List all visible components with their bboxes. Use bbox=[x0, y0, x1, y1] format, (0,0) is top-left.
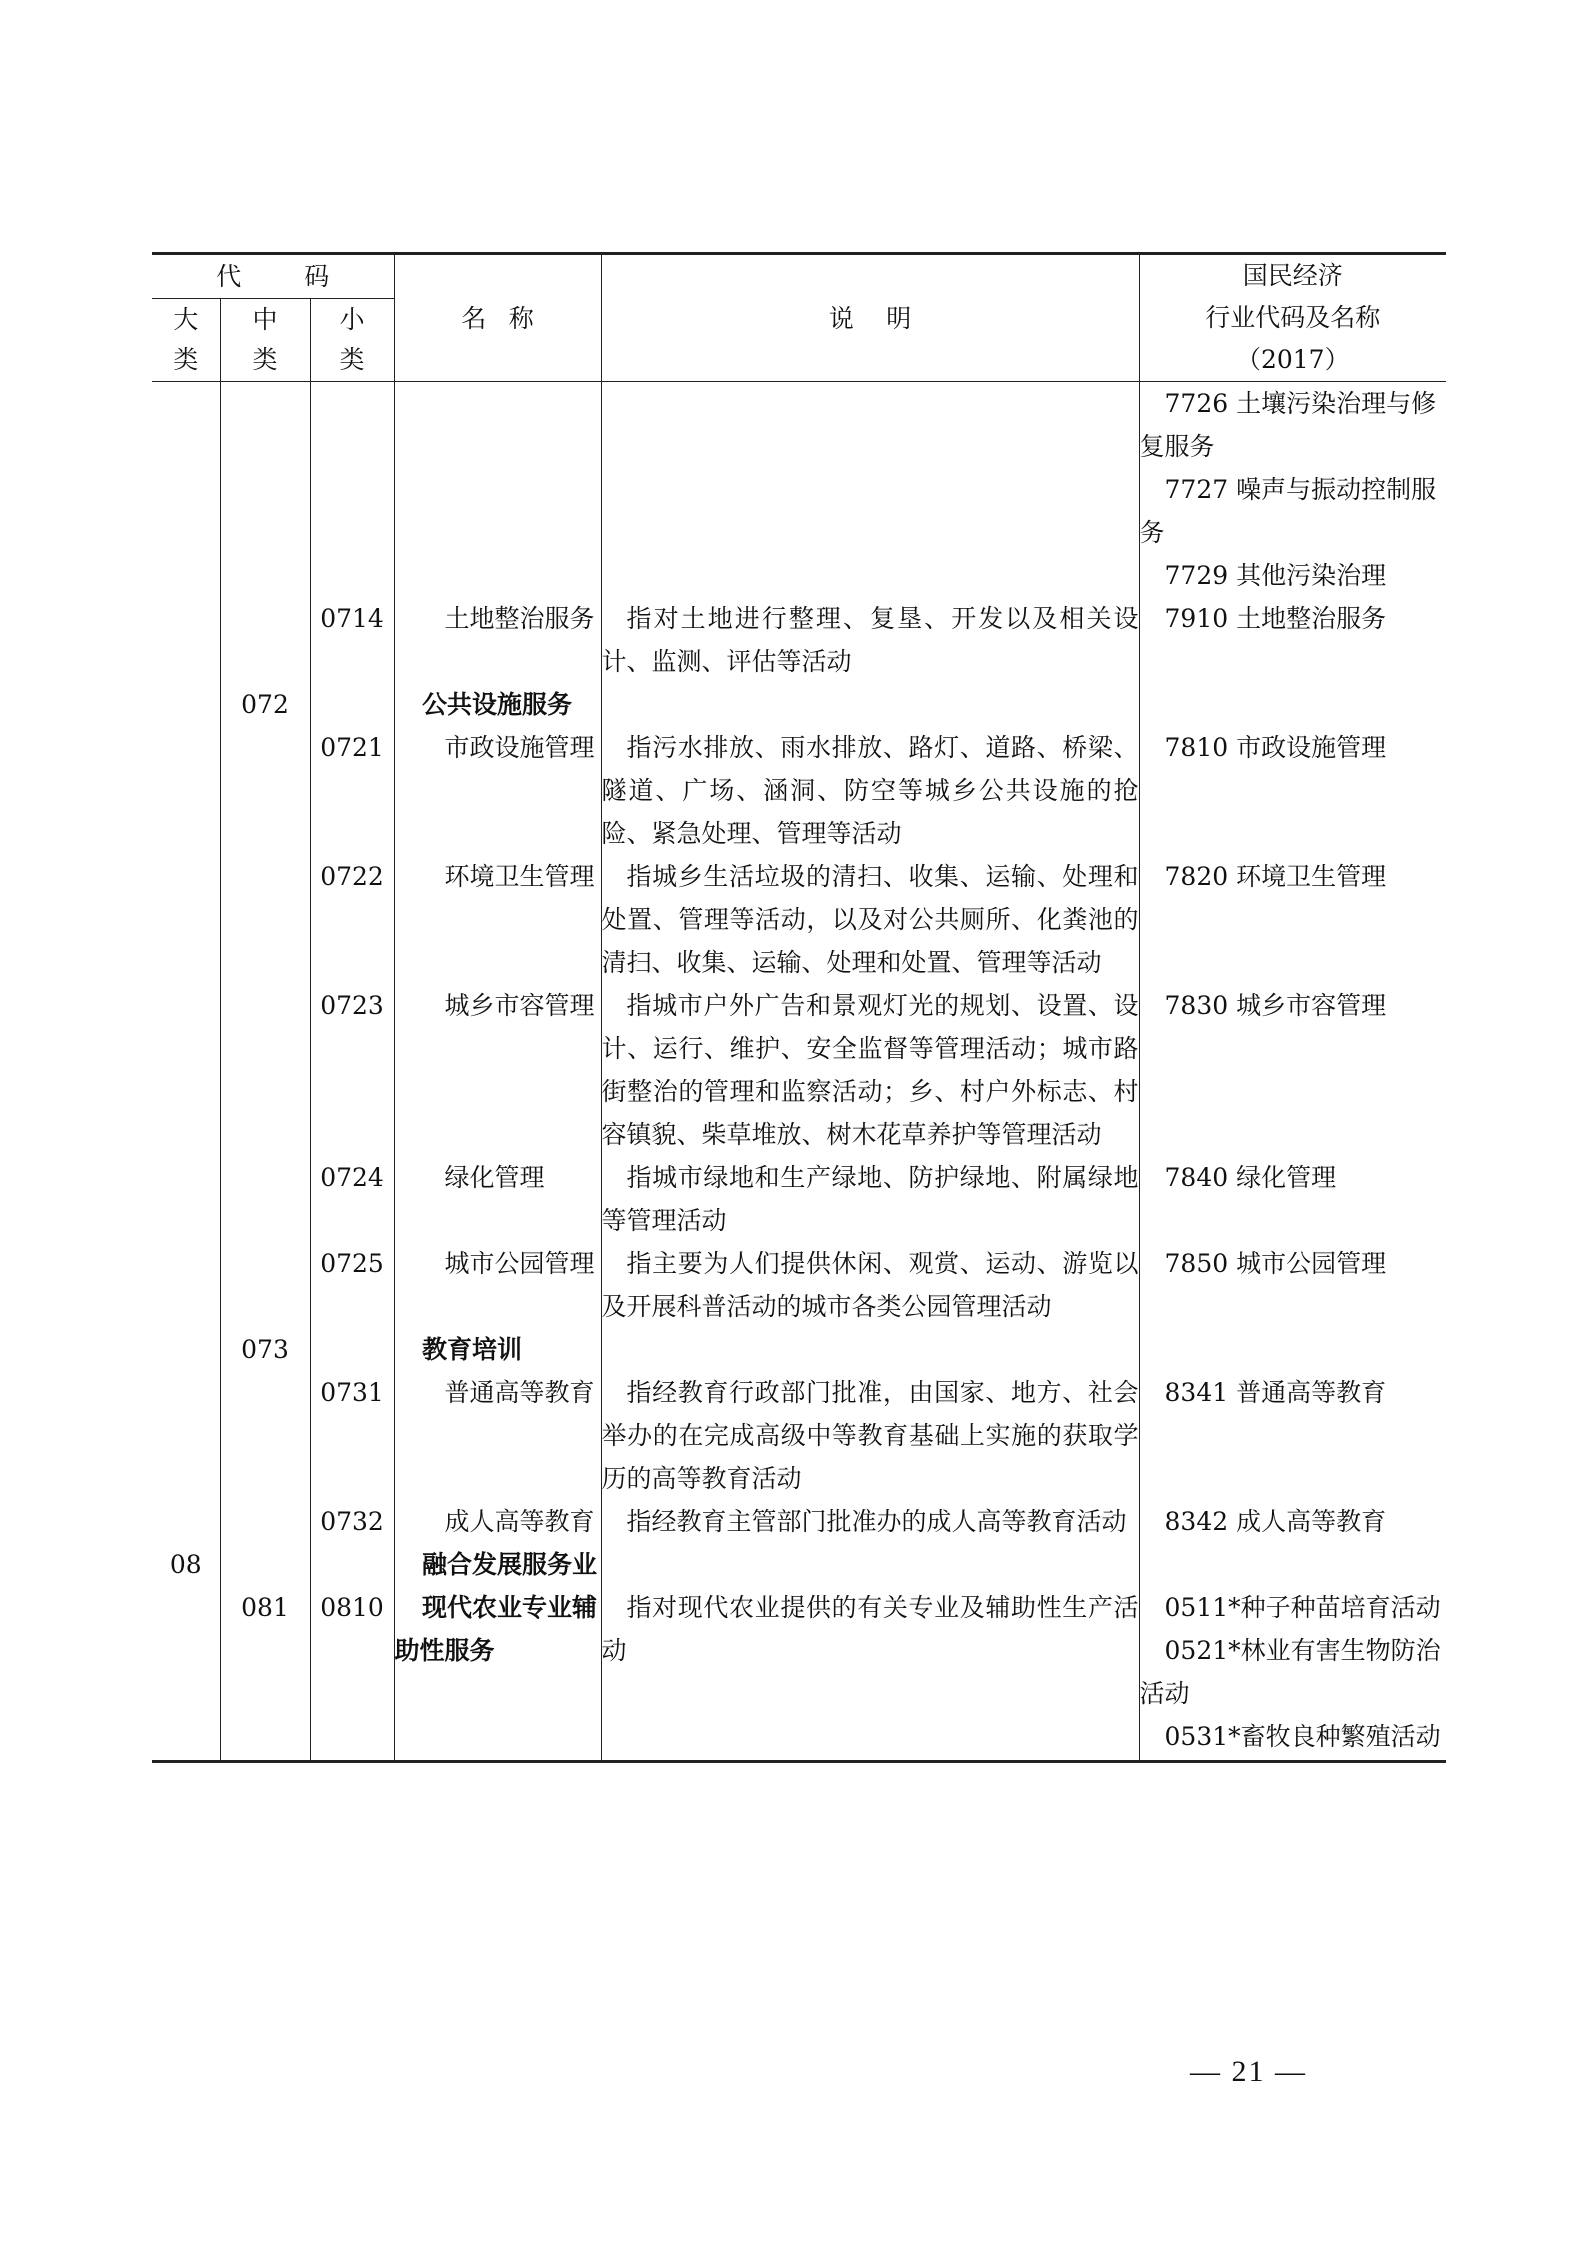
national-industry-code: 7729 其他污染治理 bbox=[1164, 561, 1387, 590]
category-description: 指对土地进行整理、复垦、开发以及相关设计、监测、评估等活动 bbox=[601, 604, 1139, 676]
table-row bbox=[152, 1156, 1446, 1242]
category-description: 指污水排放、雨水排放、路灯、道路、桥梁、隧道、广场、涵洞、防空等城乡公共设施的抢险、紧急处理、管理等活动 bbox=[601, 733, 1139, 848]
table-row bbox=[152, 597, 1446, 683]
category-description: 指对现代农业提供的有关专业及辅助性生产活动 bbox=[601, 1593, 1139, 1665]
category-name: 城乡市容管理 bbox=[444, 991, 595, 1020]
header-name-label: 名称 bbox=[461, 303, 557, 333]
category-description: 指城市户外广告和景观灯光的规划、设置、设计、运行、维护、安全监督等管理活动；城市路街整治的管理和监察活动；乡、村户外标志、村容镇貌、柴草堆放、树木花草养护等管理活动 bbox=[601, 991, 1139, 1149]
medium-code: 081 bbox=[241, 1593, 289, 1622]
major-code: 08 bbox=[169, 1550, 202, 1579]
table-row bbox=[152, 382, 1446, 598]
table-row bbox=[152, 1586, 1446, 1762]
table-row bbox=[152, 1371, 1446, 1500]
header-nat-line1: 国民经济 bbox=[1242, 261, 1343, 290]
national-industry-code: 7830 城乡市容管理 bbox=[1164, 991, 1387, 1020]
category-name: 城市公园管理 bbox=[444, 1249, 595, 1278]
category-name: 教育培训 bbox=[422, 1335, 523, 1364]
header-minor: 小类 bbox=[310, 299, 394, 382]
national-industry-code: 0511*种子种苗培育活动 bbox=[1164, 1593, 1441, 1622]
page-number: — 21 — bbox=[1190, 2055, 1307, 2088]
header-desc-label: 说明 bbox=[828, 303, 944, 333]
category-name: 环境卫生管理 bbox=[444, 862, 595, 891]
header-nat-line2: 行业代码及名称 bbox=[1205, 303, 1381, 332]
table-row bbox=[152, 683, 1446, 726]
table-row bbox=[152, 984, 1446, 1156]
medium-code: 073 bbox=[241, 1335, 289, 1364]
minor-code: 0732 bbox=[320, 1507, 384, 1536]
category-name: 市政设施管理 bbox=[444, 733, 595, 762]
minor-code: 0722 bbox=[320, 862, 384, 891]
category-description: 指城乡生活垃圾的清扫、收集、运输、处理和处置、管理等活动，以及对公共厕所、化粪池的清扫、收集、运输、处理和处置、管理等活动 bbox=[601, 862, 1139, 977]
national-industry-code: 7850 城市公园管理 bbox=[1164, 1249, 1387, 1278]
minor-code: 0714 bbox=[320, 604, 384, 633]
minor-code: 0723 bbox=[320, 991, 384, 1020]
minor-code: 0731 bbox=[320, 1378, 384, 1407]
category-description: 指城市绿地和生产绿地、防护绿地、附属绿地等管理活动 bbox=[601, 1163, 1139, 1235]
national-industry-code: 7727 噪声与振动控制服务 bbox=[1139, 475, 1437, 547]
industry-classification-table bbox=[152, 252, 1446, 1763]
table-row bbox=[152, 1242, 1446, 1328]
header-medium: 中类 bbox=[220, 299, 310, 382]
national-industry-code: 8342 成人高等教育 bbox=[1164, 1507, 1387, 1536]
category-name: 公共设施服务 bbox=[422, 690, 573, 719]
table-row bbox=[152, 855, 1446, 984]
header-code-group: 代 码 bbox=[152, 254, 394, 299]
header-nat-line3: （2017） bbox=[1235, 345, 1350, 374]
header-national-code bbox=[1139, 254, 1446, 382]
category-name: 土地整治服务 bbox=[444, 604, 595, 633]
category-description: 指主要为人们提供休闲、观赏、运动、游览以及开展科普活动的城市各类公园管理活动 bbox=[601, 1249, 1139, 1321]
minor-code: 0810 bbox=[320, 1593, 384, 1622]
category-description: 指经教育主管部门批准办的成人高等教育活动 bbox=[626, 1507, 1127, 1536]
table-row bbox=[152, 1500, 1446, 1543]
national-industry-code: 0521*林业有害生物防治活动 bbox=[1139, 1636, 1441, 1708]
header-name bbox=[394, 254, 601, 382]
national-industry-code: 7726 土壤污染治理与修复服务 bbox=[1139, 389, 1437, 461]
medium-code: 072 bbox=[241, 690, 289, 719]
national-industry-code: 7840 绿化管理 bbox=[1164, 1163, 1337, 1192]
category-description: 指经教育行政部门批准，由国家、地方、社会举办的在完成高级中等教育基础上实施的获取学历的高等教育活动 bbox=[601, 1378, 1139, 1493]
category-name: 融合发展服务业 bbox=[422, 1550, 598, 1579]
category-name: 绿化管理 bbox=[444, 1163, 545, 1192]
minor-code: 0721 bbox=[320, 733, 384, 762]
header-major: 大类 bbox=[152, 299, 220, 382]
category-name: 普通高等教育 bbox=[444, 1378, 595, 1407]
header-desc bbox=[601, 254, 1139, 382]
table-row bbox=[152, 1328, 1446, 1371]
national-industry-code: 7820 环境卫生管理 bbox=[1164, 862, 1387, 891]
table-row bbox=[152, 1543, 1446, 1586]
national-industry-code: 7810 市政设施管理 bbox=[1164, 733, 1387, 762]
category-name: 现代农业专业辅助性服务 bbox=[394, 1593, 598, 1665]
national-industry-code: 0531*畜牧良种繁殖活动 bbox=[1164, 1722, 1441, 1751]
table-row bbox=[152, 726, 1446, 855]
category-name: 成人高等教育 bbox=[444, 1507, 595, 1536]
national-industry-code: 7910 土地整治服务 bbox=[1164, 604, 1387, 633]
minor-code: 0724 bbox=[320, 1163, 384, 1192]
national-industry-code: 8341 普通高等教育 bbox=[1164, 1378, 1387, 1407]
minor-code: 0725 bbox=[320, 1249, 384, 1278]
